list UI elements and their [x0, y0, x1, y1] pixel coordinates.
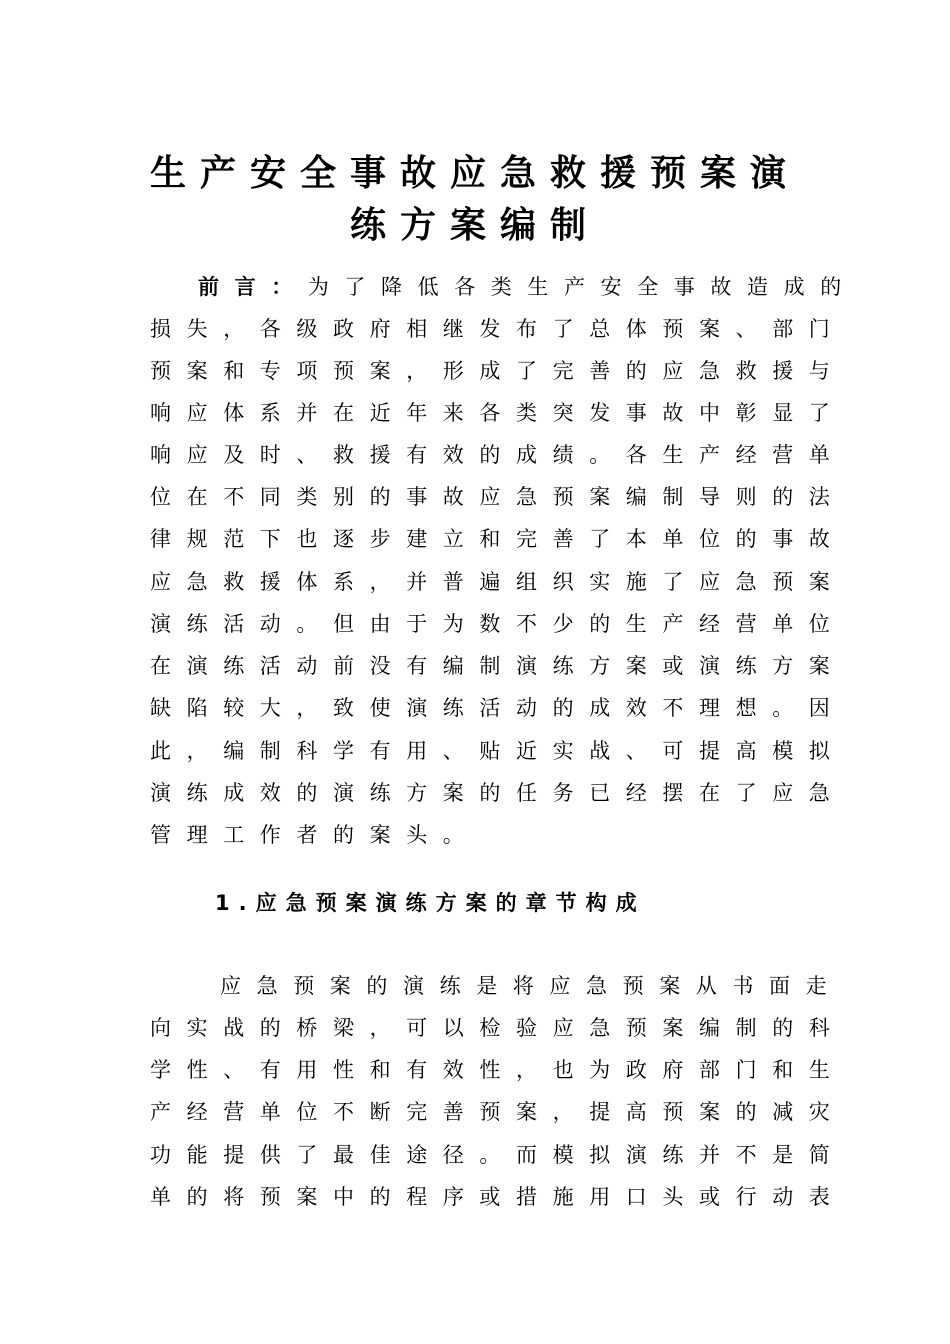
section-1-line-4: 功能提供了最佳途径。而模拟演练并不是简	[150, 1143, 846, 1167]
section-1-line-3: 产经营单位不断完善预案，提高预案的减灾	[150, 1100, 846, 1124]
preface-line-8: 演练活动。但由于为数不少的生产经营单位	[150, 612, 846, 636]
preface-line-11: 此，编制科学有用、贴近实战、可提高模拟	[150, 739, 846, 763]
preface-line-4: 响应及时、救援有效的成绩。各生产经营单	[150, 443, 846, 467]
section-1-line-2: 学性、有用性和有效性，也为政府部门和生	[150, 1058, 846, 1082]
section-1-line-5: 单的将预案中的程序或措施用口头或行动表	[150, 1185, 846, 1209]
preface-line-1: 损失，各级政府相继发布了总体预案、部门	[150, 317, 846, 341]
section-1-line-0: 应急预案的演练是将应急预案从书面走	[220, 974, 843, 998]
preface-line-0	[198, 272, 857, 302]
preface-line-5: 位在不同类别的事故应急预案编制导则的法	[150, 485, 846, 509]
section-1-line-1: 向实战的桥梁，可以检验应急预案编制的科	[150, 1016, 846, 1040]
preface-line-3: 响应体系并在近年来各类突发事故中彰显了	[150, 401, 846, 425]
preface-line-2: 预案和专项预案，形成了完善的应急救援与	[150, 359, 846, 383]
preface-line-7: 应急救援体系，并普遍组织实施了应急预案	[150, 570, 846, 594]
preface-text: 为了降低各类生产安全事故造成的	[307, 275, 857, 299]
preface-line-6: 律规范下也逐步建立和完善了本单位的事故	[150, 527, 846, 551]
section-1-heading: 1.应急预案演练方案的章节构成	[215, 891, 646, 915]
document-title-line-1: 生产安全事故应急救援预案演	[149, 153, 800, 194]
preface-line-12: 演练成效的演练方案的任务已经摆在了应急	[150, 781, 846, 805]
preface-line-13: 管理工作者的案头。	[150, 823, 480, 847]
preface-line-9: 在演练活动前没有编制演练方案或演练方案	[150, 654, 846, 678]
preface-line-10: 缺陷较大，致使演练活动的成效不理想。因	[150, 696, 846, 720]
preface-label: 前言：	[198, 274, 308, 299]
document-title-line-2: 练方案编制	[349, 205, 600, 246]
